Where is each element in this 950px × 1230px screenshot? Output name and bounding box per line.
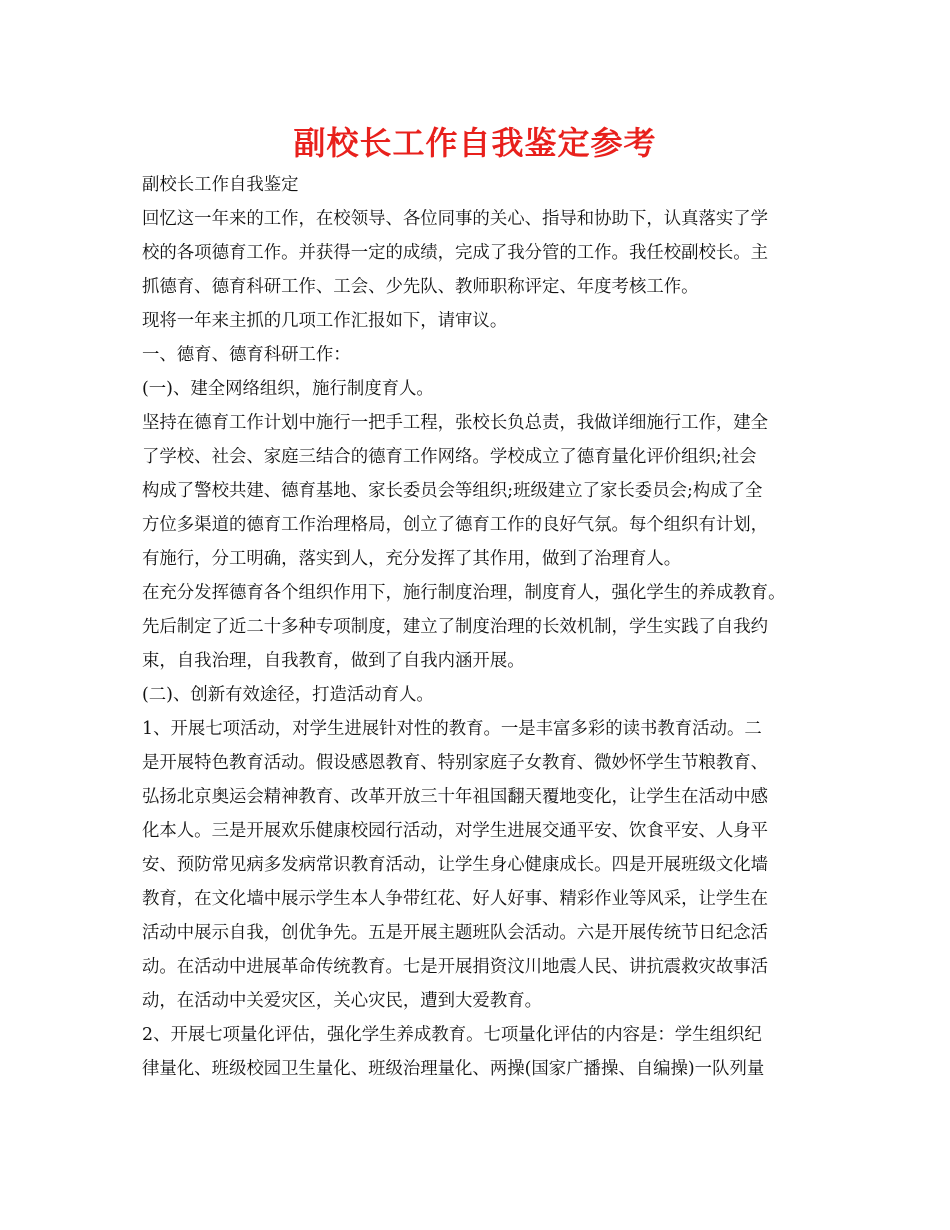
text-line: 先后制定了近二十多种专项制度，建立了制度治理的长效机制，学生实践了自我约 [142, 617, 769, 637]
text-line: 化本人。三是开展欢乐健康校园行活动，对学生进展交通平安、饮食平安、人身平 [142, 821, 769, 841]
text-line: 校的各项德育工作。并获得一定的成绩，完成了我分管的工作。我任校副校长。主 [142, 243, 769, 263]
text-line: (二)、创新有效途径，打造活动育人。 [142, 685, 434, 705]
text-line: 1、开展七项活动，对学生进展针对性的教育。一是丰富多彩的读书教育活动。二 [142, 719, 762, 739]
document-title: 副校长工作自我鉴定参考 [293, 124, 657, 162]
text-line: 束，自我治理，自我教育，做到了自我内涵开展。 [142, 651, 525, 671]
text-line: 一、德育、德育科研工作： [142, 345, 351, 365]
text-line: 弘扬北京奥运会精神教育、改革开放三十年祖国翻天覆地变化，让学生在活动中感 [142, 787, 769, 807]
text-line: 现将一年来主抓的几项工作汇报如下，请审议。 [142, 311, 508, 331]
text-line: 副校长工作自我鉴定 [142, 175, 299, 195]
text-line: 活动中展示自我，创优争先。五是开展主题班队会活动。六是开展传统节日纪念活 [142, 923, 769, 943]
text-line: 回忆这一年来的工作，在校领导、各位同事的关心、指导和协助下，认真落实了学 [142, 209, 769, 229]
text-line: 抓德育、德育科研工作、工会、少先队、教师职称评定、年度考核工作。 [142, 277, 699, 297]
text-line: 2、开展七项量化评估，强化学生养成教育。七项量化评估的内容是：学生组织纪 [142, 1025, 762, 1045]
text-line: 动。在活动中进展革命传统教育。七是开展捐资汶川地震人民、讲抗震救灾故事活 [142, 957, 769, 977]
text-line: 动，在活动中关爱灾区，关心灾民，遭到大爱教育。 [142, 991, 542, 1011]
text-line: 是开展特色教育活动。假设感恩教育、特别家庭子女教育、微妙怀学生节粮教育、 [142, 753, 769, 773]
text-line: 在充分发挥德育各个组织作用下，施行制度治理，制度育人，强化学生的养成教育。 [142, 583, 786, 603]
text-line: 构成了警校共建、德育基地、家长委员会等组织;班级建立了家长委员会;构成了全 [142, 481, 763, 501]
text-line: 有施行，分工明确，落实到人，充分发挥了其作用，做到了治理育人。 [142, 549, 682, 569]
text-line: 了学校、社会、家庭三结合的德育工作网络。学校成立了德育量化评价组织;社会 [142, 447, 757, 467]
text-line: (一)、建全网络组织，施行制度育人。 [142, 379, 434, 399]
text-line: 教育，在文化墙中展示学生本人争带红花、好人好事、精彩作业等风采，让学生在 [142, 889, 769, 909]
text-line: 安、预防常见病多发病常识教育活动，让学生身心健康成长。四是开展班级文化墙 [142, 855, 769, 875]
text-line: 坚持在德育工作计划中施行一把手工程，张校长负总责，我做详细施行工作，建全 [142, 413, 769, 433]
text-line: 律量化、班级校园卫生量化、班级治理量化、两操(国家广播操、自编操)一队列量 [142, 1059, 765, 1079]
text-line: 方位多渠道的德育工作治理格局，创立了德育工作的良好气氛。每个组织有计划， [142, 515, 769, 535]
